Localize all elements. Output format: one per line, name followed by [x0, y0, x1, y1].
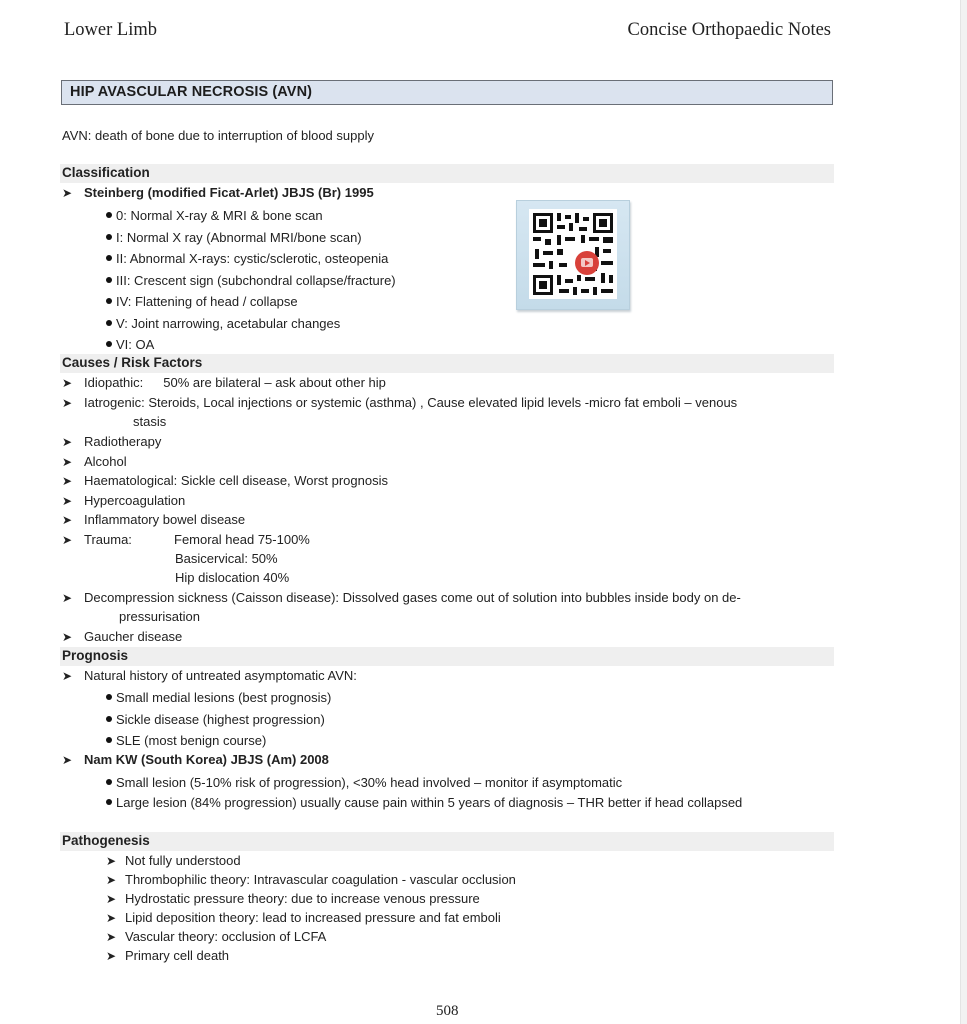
- qr-code-pattern: [529, 209, 617, 299]
- cause-item: ➤ Hypercoagulation: [62, 493, 186, 508]
- classification-heading-bar: [60, 164, 834, 183]
- cause-item: ➤ Idiopathic: 50% are bilateral – ask about other hip: [62, 375, 386, 390]
- arrow-bullet-icon: ➤: [106, 892, 117, 906]
- prognosis-study: ➤ Nam KW (South Korea) JBJS (Am) 2008: [62, 752, 329, 767]
- classification-heading: Classification: [62, 165, 150, 180]
- page-edge: [960, 0, 967, 1024]
- prognosis-bullet: Small medial lesions (best prognosis): [106, 689, 331, 706]
- pathogenesis-item: ➤ Not fully understood: [106, 853, 241, 868]
- page-number: 508: [436, 1003, 459, 1019]
- cause-item-continuation: pressurisation: [119, 609, 200, 624]
- pathogenesis-item: ➤ Lipid deposition theory: lead to increased pressure and fat emboli: [106, 910, 501, 925]
- cause-item: ➤ Alcohol: [62, 454, 127, 469]
- pathogenesis-item: ➤ Primary cell death: [106, 948, 230, 963]
- bullet-icon: [106, 779, 112, 785]
- arrow-bullet-icon: ➤: [62, 494, 73, 508]
- bullet-icon: [106, 298, 112, 304]
- arrow-bullet-icon: ➤: [62, 513, 73, 527]
- cause-item: ➤ Inflammatory bowel disease: [62, 512, 246, 527]
- cause-item: ➤ Trauma:: [62, 532, 132, 547]
- arrow-bullet-icon: ➤: [106, 930, 117, 944]
- running-header-right: Concise Orthopaedic Notes: [627, 20, 831, 40]
- bullet-icon: [106, 737, 112, 743]
- pathogenesis-heading-bar: [60, 832, 834, 851]
- pathogenesis-item: ➤ Hydrostatic pressure theory: due to increase venous pressure: [106, 891, 480, 906]
- bullet-icon: [106, 255, 112, 261]
- bullet-icon: [106, 234, 112, 240]
- prognosis-bullet: SLE (most benign course): [106, 732, 266, 749]
- pathogenesis-heading: Pathogenesis: [62, 833, 150, 848]
- definition-text: AVN: death of bone due to interruption of blood supply: [62, 128, 374, 143]
- classification-system: ➤ Steinberg (modified Ficat-Arlet) JBJS (Br) 1995: [62, 185, 374, 200]
- bullet-icon: [106, 716, 112, 722]
- stage-item: IV: Flattening of head / collapse: [106, 293, 298, 310]
- qr-code-icon[interactable]: [529, 209, 617, 299]
- prognosis-bullet: Sickle disease (highest progression): [106, 711, 325, 728]
- arrow-bullet-icon: ➤: [62, 435, 73, 449]
- section-title-box: [61, 80, 833, 105]
- cause-item: ➤ Radiotherapy: [62, 434, 162, 449]
- trauma-detail: Hip dislocation 40%: [175, 570, 290, 585]
- cause-item-continuation: stasis: [133, 414, 167, 429]
- prognosis-item: ➤ Natural history of untreated asymptomatic AVN:: [62, 668, 357, 683]
- arrow-bullet-icon: ➤: [62, 630, 73, 644]
- trauma-detail: Basicervical: 50%: [175, 551, 278, 566]
- stage-item: V: Joint narrowing, acetabular changes: [106, 315, 340, 332]
- pathogenesis-item: ➤ Thrombophilic theory: Intravascular coagulation - vascular occlusion: [106, 872, 516, 887]
- trauma-detail: Femoral head 75-100%: [174, 532, 310, 547]
- bullet-icon: [106, 341, 112, 347]
- video-play-icon: [575, 251, 599, 275]
- bullet-icon: [106, 277, 112, 283]
- arrow-bullet-icon: ➤: [106, 911, 117, 925]
- page-title: HIP AVASCULAR NECROSIS (AVN): [70, 84, 313, 100]
- stage-item: I: Normal X ray (Abnormal MRI/bone scan): [106, 229, 362, 246]
- arrow-bullet-icon: ➤: [62, 753, 73, 767]
- study-bullet: Small lesion (5-10% risk of progression), <30% head involved – monitor if asymptomatic: [106, 774, 622, 791]
- prognosis-heading: Prognosis: [62, 648, 129, 663]
- bullet-icon: [106, 320, 112, 326]
- cause-item: ➤ Decompression sickness (Caisson disease): Dissolved gases come out of solution into bubbles inside body on de-: [62, 590, 741, 605]
- running-header-left: Lower Limb: [64, 20, 157, 40]
- cause-item: ➤ Haematological: Sickle cell disease, Worst prognosis: [62, 473, 388, 488]
- arrow-bullet-icon: ➤: [62, 669, 73, 683]
- arrow-bullet-icon: ➤: [62, 455, 73, 469]
- qr-code-frame[interactable]: [516, 200, 630, 310]
- cause-item: ➤ Iatrogenic: Steroids, Local injections or systemic (asthma) , Cause elevated lipid levels -micro fat emboli – venous: [62, 395, 738, 410]
- arrow-bullet-icon: ➤: [62, 591, 73, 605]
- causes-heading: Causes / Risk Factors: [62, 355, 203, 370]
- stage-item: 0: Normal X-ray & MRI & bone scan: [106, 207, 323, 224]
- prognosis-heading-bar: [60, 647, 834, 666]
- bullet-icon: [106, 212, 112, 218]
- arrow-bullet-icon: ➤: [62, 533, 73, 547]
- arrow-bullet-icon: ➤: [62, 474, 73, 488]
- arrow-bullet-icon: ➤: [62, 396, 73, 410]
- bullet-icon: [106, 799, 112, 805]
- arrow-bullet-icon: ➤: [106, 854, 117, 868]
- stage-item: VI: OA: [106, 336, 154, 353]
- arrow-bullet-icon: ➤: [106, 873, 117, 887]
- stage-item: III: Crescent sign (subchondral collapse/fracture): [106, 272, 396, 289]
- causes-heading-bar: [60, 354, 834, 373]
- arrow-bullet-icon: ➤: [62, 186, 73, 200]
- arrow-bullet-icon: ➤: [106, 949, 117, 963]
- study-bullet: Large lesion (84% progression) usually cause pain within 5 years of diagnosis – THR better if head collapsed: [106, 794, 742, 811]
- bullet-icon: [106, 694, 112, 700]
- cause-item: ➤ Gaucher disease: [62, 629, 183, 644]
- stage-item: II: Abnormal X-rays: cystic/sclerotic, osteopenia: [106, 250, 388, 267]
- arrow-bullet-icon: ➤: [62, 376, 73, 390]
- pathogenesis-item: ➤ Vascular theory: occlusion of LCFA: [106, 929, 327, 944]
